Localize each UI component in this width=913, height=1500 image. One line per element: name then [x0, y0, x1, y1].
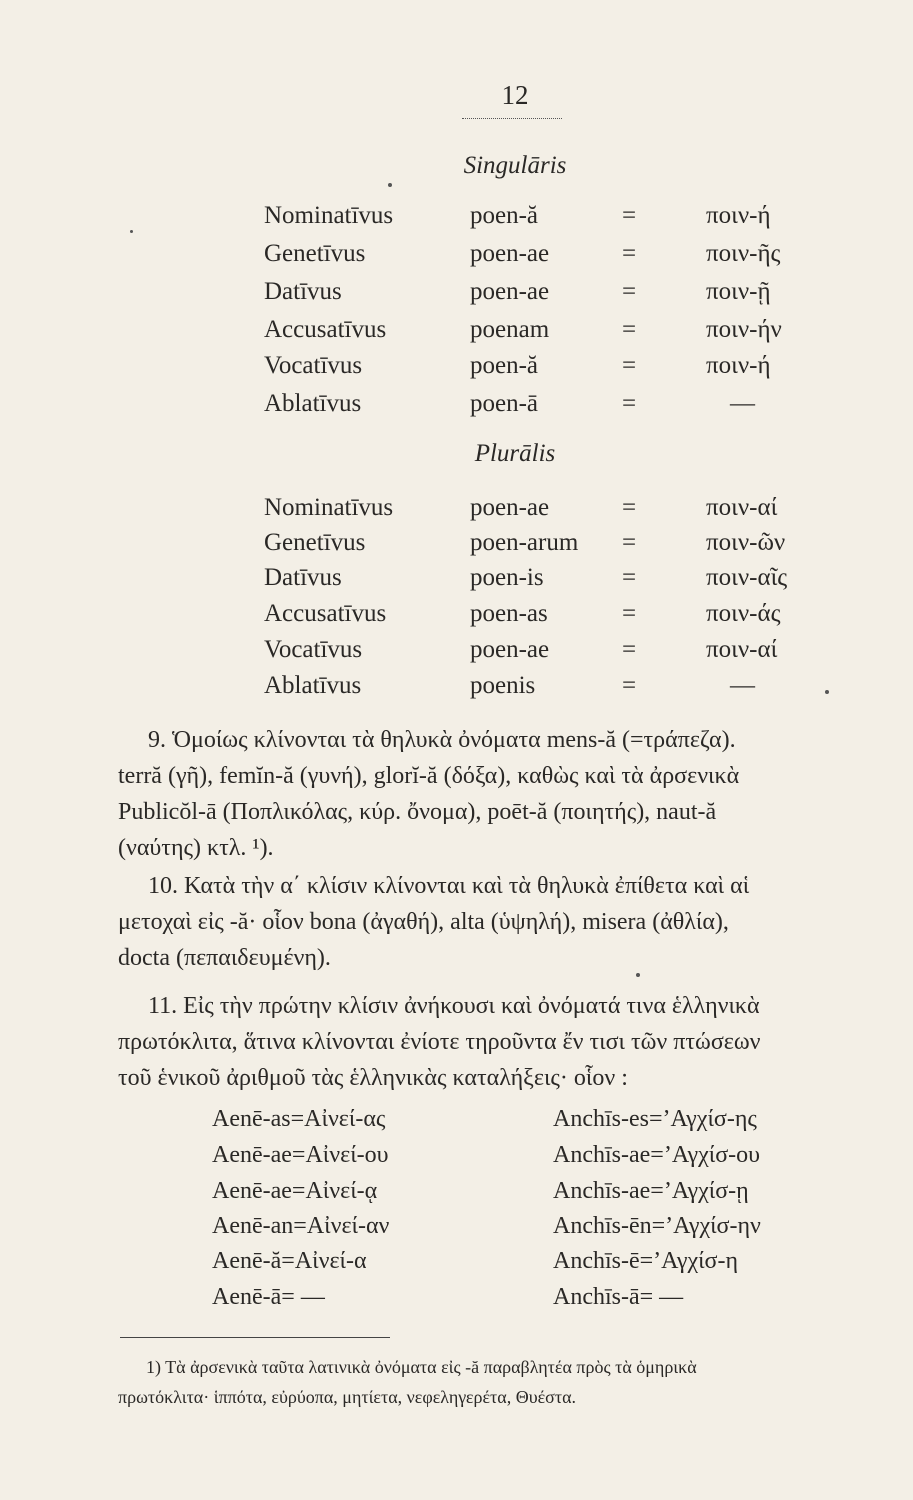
- latin-form: poen-as: [470, 600, 548, 627]
- page-number-rule: [462, 118, 562, 119]
- equals-sign: =: [622, 494, 637, 521]
- greek-form: ποιν-άς: [706, 600, 781, 627]
- paragraph-line: (ναύτης) κτλ. ¹).: [118, 835, 274, 861]
- page-number: 12: [501, 80, 529, 110]
- greek-form: ποιν-ῆς: [706, 240, 781, 267]
- footnote-line: πρωτόκλιτα· ἱππότα, εὐρύοπα, μητίετα, νεφεληγερέτα, Θυέστα.: [118, 1387, 577, 1407]
- table-row: [0, 636, 913, 670]
- greek-form: ποιν-αῖς: [706, 564, 788, 591]
- paragraph-line: 10. Κατὰ τὴν α΄ κλίσιν κλίνονται καὶ τὰ θηλυκὰ ἐπίθετα καὶ αἱ: [148, 873, 750, 899]
- example-item: Aenē-an=Αἰνεί-αν: [212, 1213, 390, 1239]
- paragraph-line: πρωτόκλιτα, ἅτινα κλίνονται ἐνίοτε τηροῦντα ἔν τισι τῶν πτώσεων: [118, 1029, 761, 1055]
- paragraph-line: 9. Ὁμοίως κλίνονται τὰ θηλυκὰ ὀνόματα mens-ă (=τράπεζα).: [148, 727, 736, 753]
- equals-sign: =: [622, 672, 637, 699]
- paragraph-line: 11. Εἰς τὴν πρώτην κλίσιν ἀνήκουσι καὶ ὀνόματά τινα ἑλληνικὰ: [148, 993, 760, 1019]
- equals-sign: =: [622, 529, 637, 556]
- latin-form: poen-arum: [470, 529, 579, 556]
- example-item: Aenē-as=Αἰνεί-ας: [212, 1106, 386, 1132]
- paragraph-line: docta (πεπαιδευμένη).: [118, 945, 331, 971]
- example-item: Aenē-ae=Αἰνεί-ου: [212, 1142, 389, 1168]
- table-row: [0, 240, 913, 274]
- example-item: Anchīs-ā= —: [553, 1284, 684, 1310]
- case-name: Nominatīvus: [264, 202, 394, 229]
- table-row: [0, 316, 913, 350]
- case-name: Datīvus: [264, 278, 342, 305]
- paragraph-line: terră (γῆ), femĭn-ă (γυνή), glorĭ-ă (δόξα), καθὼς καὶ τὰ ἀρσενικὰ: [118, 763, 740, 789]
- example-item: Aenē-ā= —: [212, 1284, 325, 1310]
- paragraph-line: μετοχαὶ εἰς -ă· οἷον bona (ἀγαθή), alta (ὑψηλή), misera (ἀθλία),: [118, 909, 729, 935]
- example-item: Anchīs-ae=’Αγχίσ-ῃ: [553, 1178, 749, 1204]
- table-row: [0, 390, 913, 424]
- equals-sign: =: [622, 600, 637, 627]
- example-item: Anchīs-es=’Αγχίσ-ης: [553, 1106, 757, 1132]
- ink-speck: [130, 230, 133, 233]
- case-name: Ablatīvus: [264, 672, 362, 699]
- equals-sign: =: [622, 636, 637, 663]
- equals-sign: =: [622, 564, 637, 591]
- equals-sign: =: [622, 240, 637, 267]
- table-row: [0, 202, 913, 236]
- ink-speck: [636, 973, 640, 977]
- greek-form: ποιν-ῶν: [706, 529, 786, 556]
- latin-form: poen-ā: [470, 390, 539, 417]
- case-name: Vocatīvus: [264, 352, 363, 379]
- case-name: Genetīvus: [264, 529, 366, 556]
- latin-form: poen-ae: [470, 636, 550, 663]
- table-row: [0, 529, 913, 563]
- table-row: [0, 672, 913, 706]
- equals-sign: =: [622, 202, 637, 229]
- equals-sign: =: [622, 316, 637, 343]
- singular-title: Singulāris: [463, 152, 567, 179]
- footnote: [118, 1352, 903, 1412]
- greek-form: ποιν-ῇ: [706, 278, 771, 305]
- equals-sign: =: [622, 352, 637, 379]
- greek-form: ποιν-ή: [706, 202, 771, 229]
- paragraph-line: Publicŏl-ā (Ποπλικόλας, κύρ. ὄνομα), poēt-ă (ποιητής), naut-ă: [118, 799, 717, 825]
- latin-form: poen-ae: [470, 278, 550, 305]
- latin-form: poenis: [470, 672, 536, 699]
- greek-form: ποιν-ήν: [706, 316, 782, 343]
- case-name: Genetīvus: [264, 240, 366, 267]
- table-row: [0, 564, 913, 598]
- paragraph-10: [118, 868, 898, 976]
- example-item: Anchīs-ae=’Αγχίσ-ου: [553, 1142, 761, 1168]
- footnote-line: 1) Τὰ ἀρσενικὰ ταῦτα λατινικὰ ὀνόματα εἰς -ă παραβλητέα πρὸς τὰ ὁμηρικὰ: [146, 1357, 697, 1377]
- table-row: [0, 600, 913, 634]
- table-row: [0, 352, 913, 386]
- case-name: Accusatīvus: [264, 316, 387, 343]
- latin-form: poen-ă: [470, 202, 539, 229]
- latin-form: poenam: [470, 316, 550, 343]
- paragraph-9: [118, 722, 898, 866]
- equals-sign: =: [622, 278, 637, 305]
- case-name: Nominatīvus: [264, 494, 394, 521]
- ink-speck: [388, 183, 392, 187]
- latin-form: poen-ae: [470, 494, 550, 521]
- latin-form: poen-is: [470, 564, 544, 591]
- table-row: [0, 494, 913, 528]
- footnote-divider: [120, 1337, 390, 1338]
- plural-title: Plurālis: [474, 440, 556, 467]
- paragraph-11: [118, 988, 898, 1096]
- case-name: Accusatīvus: [264, 600, 387, 627]
- latin-form: poen-ă: [470, 352, 539, 379]
- greek-form: —: [730, 672, 755, 699]
- table-row: [0, 278, 913, 312]
- example-item: Aenē-ae=Αἰνεί-ᾳ: [212, 1178, 378, 1204]
- greek-form: —: [730, 390, 755, 417]
- latin-form: poen-ae: [470, 240, 550, 267]
- ink-speck: [825, 690, 829, 694]
- example-item: Anchīs-ē=’Αγχίσ-η: [553, 1248, 739, 1274]
- example-item: Anchīs-ēn=’Αγχίσ-ην: [553, 1213, 761, 1239]
- case-name: Vocatīvus: [264, 636, 363, 663]
- case-name: Ablatīvus: [264, 390, 362, 417]
- example-item: Aenē-ă=Αἰνεί-α: [212, 1248, 367, 1274]
- case-name: Datīvus: [264, 564, 342, 591]
- greek-form: ποιν-ή: [706, 352, 771, 379]
- greek-form: ποιν-αί: [706, 494, 778, 521]
- paragraph-line: τοῦ ἑνικοῦ ἀριθμοῦ τὰς ἑλληνικὰς καταλήξεις· οἷον :: [118, 1065, 628, 1091]
- equals-sign: =: [622, 390, 637, 417]
- greek-form: ποιν-αί: [706, 636, 778, 663]
